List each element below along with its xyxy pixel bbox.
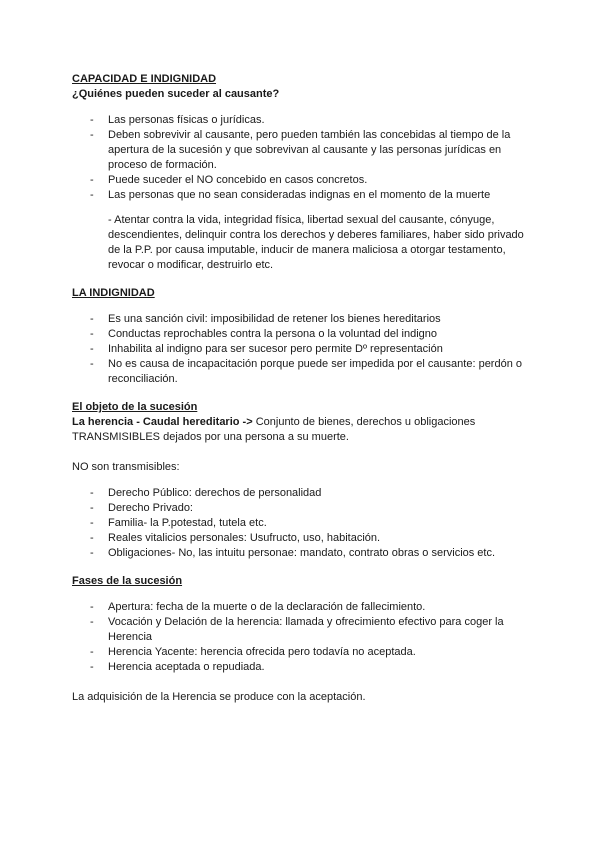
- list-item: - Obligaciones- No, las intuitu personae: mandato, contrato obras o servicios etc.: [72, 546, 532, 561]
- list-item: - Herencia aceptada o repudiada.: [72, 660, 532, 675]
- document-content: [72, 72, 532, 705]
- list-item: - Inhabilita al indigno para ser sucesor pero permite Dº representación: [72, 342, 532, 357]
- capacidad-list: [72, 113, 532, 203]
- list-item: - Las personas físicas o jurídicas.: [72, 113, 532, 128]
- list-item: - Vocación y Delación de la herencia: llamada y ofrecimiento efectivo para coger la Herencia: [72, 615, 532, 645]
- list-item: - Conductas reprochables contra la persona o la voluntad del indigno: [72, 327, 532, 342]
- list-item: - Las personas que no sean consideradas indignas en el momento de la muerte: [72, 188, 532, 203]
- list-item: - Apertura: fecha de la muerte o de la declaración de fallecimiento.: [72, 600, 532, 615]
- herencia-definition-term: La herencia - Caudal hereditario ->: [72, 416, 253, 428]
- section-title-objeto: El objeto de la sucesión: [72, 401, 198, 413]
- herencia-definition: [72, 415, 532, 445]
- list-item: - Derecho Público: derechos de personalidad: [72, 486, 532, 501]
- list-item: - Es una sanción civil: imposibilidad de retener los bienes hereditarios: [72, 312, 532, 327]
- list-item: - Herencia Yacente: herencia ofrecida pero todavía no aceptada.: [72, 645, 532, 660]
- indignidad-list: [72, 312, 532, 387]
- closing-sentence: La adquisición de la Herencia se produce con la aceptación.: [72, 691, 366, 703]
- list-item: - Deben sobrevivir al causante, pero pueden también las concebidas al tiempo de la apertura de la sucesión y que sobrevivan al causante y las personas jurídicas en proceso de formación.: [72, 128, 532, 173]
- fases-list: [72, 600, 532, 675]
- list-item: - Derecho Privado:: [72, 501, 532, 516]
- list-item: - Familia- la P.potestad, tutela etc.: [72, 516, 532, 531]
- herencia-definition-text: Conjunto de bienes, derechos u obligaciones TRANSMISIBLES dejados por una persona a su muerte.: [72, 416, 476, 443]
- section-indignidad: [72, 286, 532, 387]
- section-objeto: [72, 400, 532, 561]
- section-title-fases: Fases de la sucesión: [72, 575, 183, 587]
- list-item: - Reales vitalicios personales: Usufructo, uso, habitación.: [72, 531, 532, 546]
- no-transmisibles-label: NO son transmisibles:: [72, 461, 180, 473]
- indignity-causes-note: - Atentar contra la vida, integridad física, libertad sexual del causante, cónyuge, descendientes, delinquir contra los derechos y deberes familiares, haber sido privado de la P.P. por causa imputable, inducir de manera maliciosa a otorgar testamento, revocar o modificar, destruirlo etc.: [108, 214, 524, 271]
- no-transmisibles-list: [72, 486, 532, 561]
- list-item: - No es causa de incapacitación porque puede ser impedida por el causante: perdón o reconciliación.: [72, 357, 532, 387]
- section-title-capacidad: CAPACIDAD E INDIGNIDAD: [72, 73, 217, 85]
- list-item: - Puede suceder el NO concebido en casos concretos.: [72, 173, 532, 188]
- section-title-indignidad: LA INDIGNIDAD: [72, 287, 155, 299]
- section-question: ¿Quiénes pueden suceder al causante?: [72, 88, 280, 100]
- section-fases: [72, 574, 532, 705]
